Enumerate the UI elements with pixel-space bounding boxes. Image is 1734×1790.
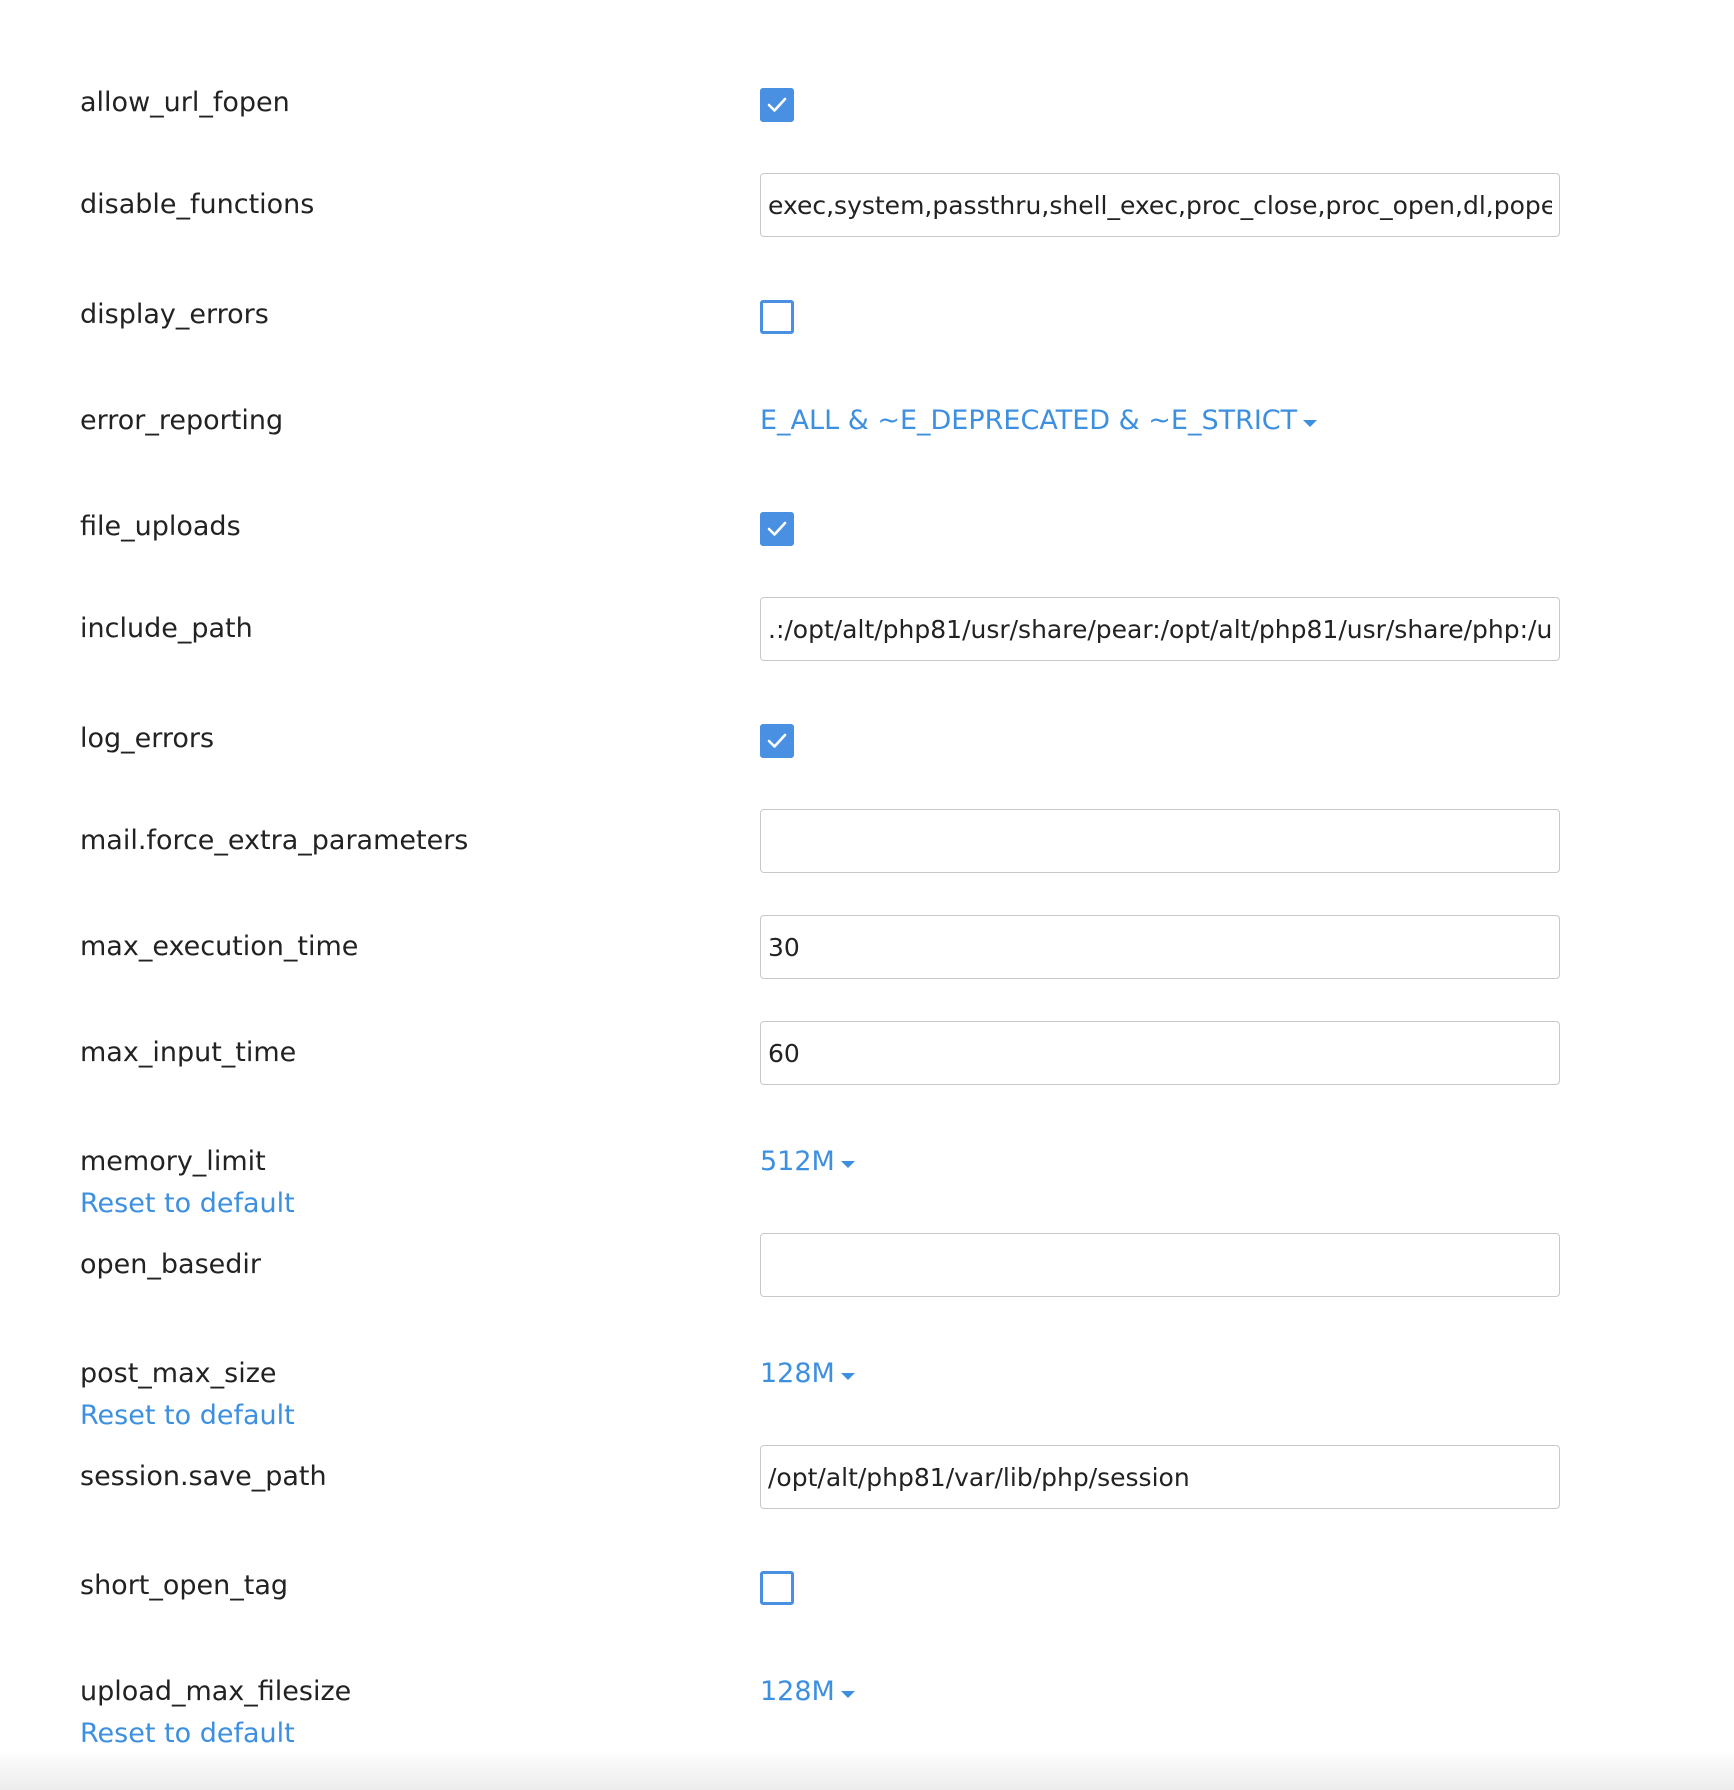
mail-force-extra-parameters-input[interactable]: [760, 809, 1560, 873]
upload-max-filesize-reset-link[interactable]: Reset to default: [80, 1718, 295, 1749]
session-save-path-input[interactable]: [760, 1445, 1560, 1509]
bottom-scroll-shadow: [0, 1750, 1734, 1790]
include-path-input[interactable]: [760, 597, 1560, 661]
checkmark-icon: [762, 514, 792, 544]
short-open-tag-checkbox[interactable]: [760, 1571, 794, 1605]
allow-url-fopen-checkbox[interactable]: [760, 88, 794, 122]
caret-down-icon: [841, 1691, 855, 1698]
open-basedir-input[interactable]: [760, 1233, 1560, 1297]
dropdown-value: E_ALL & ~E_DEPRECATED & ~E_STRICT: [760, 405, 1298, 436]
setting-label: post_max_size: [80, 1358, 277, 1389]
upload-max-filesize-dropdown[interactable]: [760, 1675, 855, 1709]
file-uploads-checkbox[interactable]: [760, 512, 794, 546]
checkmark-icon: [762, 90, 792, 120]
post-max-size-reset-link[interactable]: Reset to default: [80, 1400, 295, 1431]
setting-label: log_errors: [80, 723, 215, 754]
max-input-time-input[interactable]: [760, 1021, 1560, 1085]
setting-label: memory_limit: [80, 1146, 266, 1177]
dropdown-value: 128M: [760, 1676, 835, 1707]
error-reporting-dropdown[interactable]: [760, 404, 1317, 438]
disable-functions-input[interactable]: [760, 173, 1560, 237]
max-execution-time-input[interactable]: [760, 915, 1560, 979]
setting-label: disable_functions: [80, 189, 315, 220]
dropdown-value: 128M: [760, 1358, 835, 1389]
display-errors-checkbox[interactable]: [760, 300, 794, 334]
caret-down-icon: [1303, 420, 1317, 427]
memory-limit-dropdown[interactable]: [760, 1145, 855, 1179]
setting-label: display_errors: [80, 299, 269, 330]
setting-label: open_basedir: [80, 1249, 261, 1280]
setting-label: mail.force_extra_parameters: [80, 825, 469, 856]
caret-down-icon: [841, 1373, 855, 1380]
setting-label: short_open_tag: [80, 1570, 289, 1601]
setting-label: allow_url_fopen: [80, 87, 290, 118]
log-errors-checkbox[interactable]: [760, 724, 794, 758]
setting-label: error_reporting: [80, 405, 284, 436]
caret-down-icon: [841, 1161, 855, 1168]
setting-label: upload_max_filesize: [80, 1676, 352, 1707]
dropdown-value: 512M: [760, 1146, 835, 1177]
setting-label: include_path: [80, 613, 253, 644]
setting-label: session.save_path: [80, 1461, 327, 1492]
memory-limit-reset-link[interactable]: Reset to default: [80, 1188, 295, 1219]
checkmark-icon: [762, 726, 792, 756]
setting-label: file_uploads: [80, 511, 241, 542]
post-max-size-dropdown[interactable]: [760, 1357, 855, 1391]
setting-label: max_execution_time: [80, 931, 359, 962]
setting-label: max_input_time: [80, 1037, 297, 1068]
